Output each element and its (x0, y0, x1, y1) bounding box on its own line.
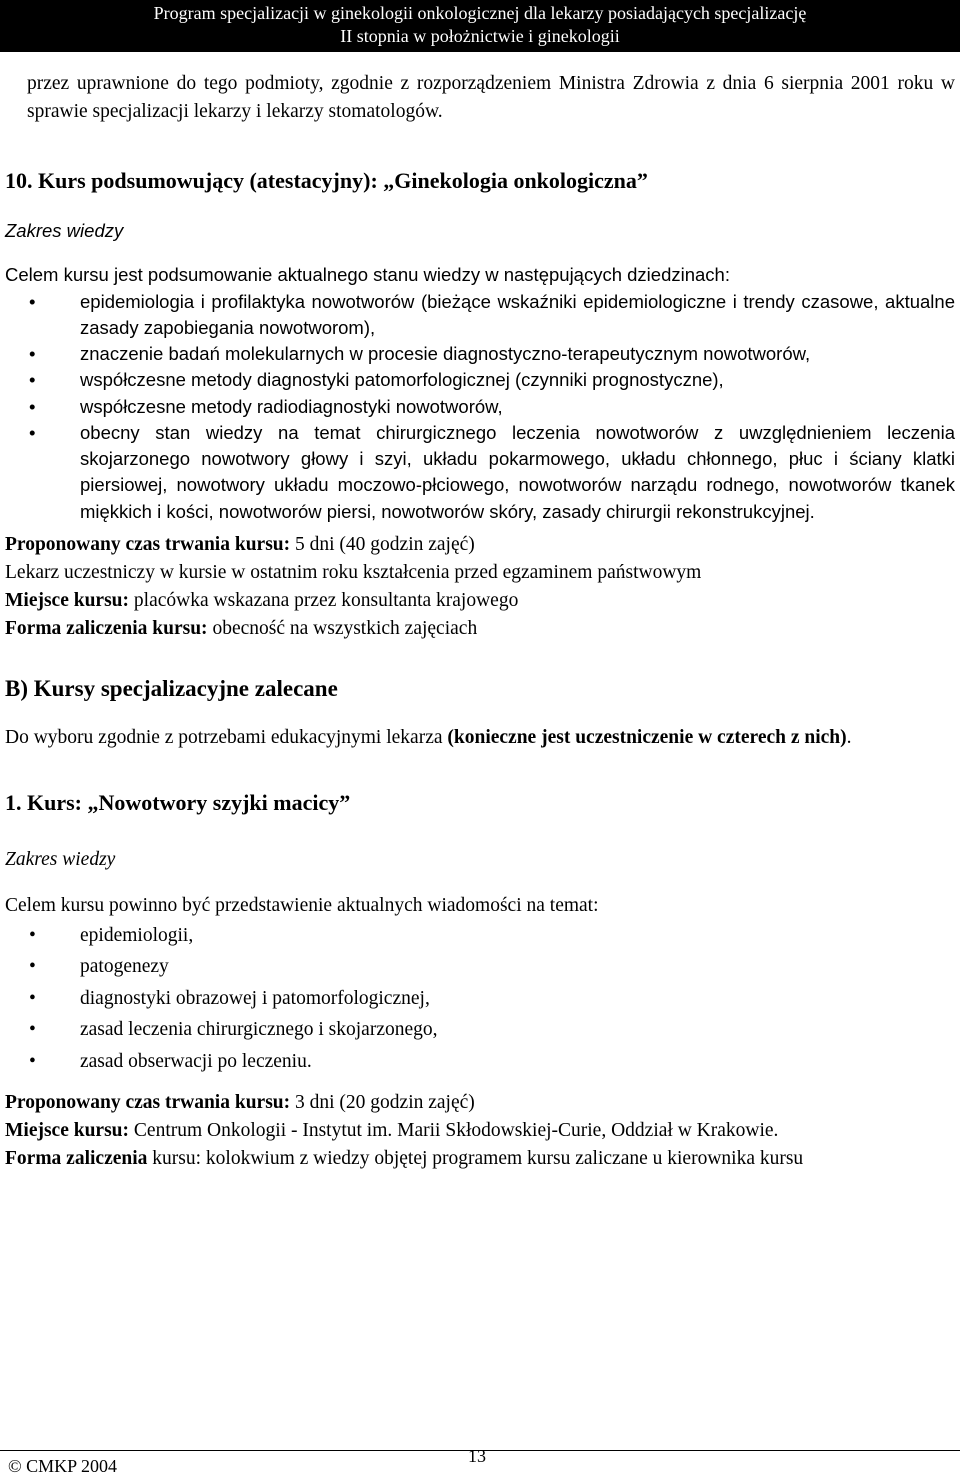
page-footer (0, 1446, 960, 1476)
list-item: • współczesne metody diagnostyki patomorfologicznej (czynniki prognostyczne), (5, 367, 955, 393)
page-content (5, 70, 955, 1173)
list-item: • zasad leczenia chirurgicznego i skojarzonego, (5, 1014, 955, 1046)
bullet-icon: • (29, 369, 36, 391)
place-line: Miejsce kursu: Centrum Onkologii - Instytut im. Marii Skłodowskiej-Curie, Oddział w Krakowie. (5, 1120, 779, 1142)
list-item: • zasad obserwacji po leczeniu. (5, 1046, 955, 1078)
bullet-icon: • (29, 1050, 36, 1072)
form-line: Forma zaliczenia kursu: obecność na wszystkich zajęciach (5, 617, 478, 639)
section-b-choice-text: Do wyboru zgodnie z potrzebami edukacyjnymi lekarza (konieczne jest uczestniczenie w czterech z nich). (5, 726, 852, 748)
section-b-title: B) Kursy specjalizacyjne zalecane (5, 675, 338, 701)
bullet-icon: • (29, 290, 36, 312)
page-header (0, 0, 960, 52)
list-item: • epidemiologii, (5, 920, 955, 952)
copyright-text: © CMKP 2004 (8, 1456, 118, 1476)
section-10-intro: Celem kursu jest podsumowanie aktualnego stanu wiedzy w następujących dziedzinach: (5, 264, 730, 286)
duration-line: Proponowany czas trwania kursu: 5 dni (40 godzin zajęć) (5, 533, 475, 555)
course-1-info (5, 1089, 955, 1173)
course-1-title: 1. Kurs: „Nowotwory szyjki macicy” (5, 790, 351, 816)
section-10-zakres-heading: Zakres wiedzy (5, 219, 124, 241)
bullet-icon: • (29, 343, 36, 365)
course-1-intro: Celem kursu powinno być przedstawienie aktualnych wiadomości na temat: (5, 895, 599, 917)
duration-line: Proponowany czas trwania kursu: 3 dni (20 godzin zajęć) (5, 1092, 475, 1114)
list-item: • znaczenie badań molekularnych w procesie diagnostyczno-terapeutycznym nowotworów, (5, 341, 955, 367)
participant-line: Lekarz uczestniczy w kursie w ostatnim roku kształcenia przed egzaminem państwowym (5, 561, 702, 583)
section-10-title: 10. Kurs podsumowujący (atestacyjny): „Ginekologia onkologiczna” (5, 168, 648, 194)
section-10-topic-list (5, 289, 955, 525)
bullet-icon: • (29, 956, 36, 978)
list-item: • współczesne metody radiodiagnostyki nowotworów, (5, 394, 955, 420)
list-item: • patogenezy (5, 951, 955, 983)
bullet-icon: • (29, 1019, 36, 1041)
bullet-icon: • (29, 924, 36, 946)
bullet-icon: • (29, 395, 36, 417)
header-line-1: Program specjalizacji w ginekologii onkologicznej dla lekarzy posiadających specjalizację (153, 3, 807, 23)
list-item: • obecny stan wiedzy na temat chirurgicznego leczenia nowotworów z uwzględnieniem leczenia skojarzonego nowotwory głowy i szyi, układu pokarmowego, układu chłonnego, płuc i ściany klatki piersiowej, nowotwory układu moczowo-płciowego, nowotworów narządu rodnego, nowotworów tkanek miękkich i kości, nowotworów piersi, nowotworów skóry, zasady chirurgii rekonstrukcyjnej. (29, 421, 955, 522)
list-item: • diagnostyki obrazowej i patomorfologicznej, (5, 983, 955, 1015)
continuation-paragraph: przez uprawnione do tego podmioty, zgodnie z rozporządzeniem Ministra Zdrowia z dnia 6 sierpnia 2001 roku w sprawie specjalizacji lekarzy i lekarzy stomatologów. (27, 73, 955, 122)
form-line: Forma zaliczenia kursu: kolokwium z wiedzy objętej programem kursu zaliczane u kierownika kursu (5, 1148, 804, 1170)
bullet-icon: • (29, 421, 36, 443)
place-line: Miejsce kursu: placówka wskazana przez konsultanta krajowego (5, 589, 519, 611)
section-10-course-info (5, 531, 955, 643)
course-1-topic-list (5, 920, 955, 1078)
header-line-2: II stopnia w położnictwie i ginekologii (340, 26, 620, 46)
page-number: 13 (468, 1446, 486, 1466)
list-item: • epidemiologia i profilaktyka nowotworów (bieżące wskaźniki epidemiologiczne i trendy czasowe, aktualne zasady zapobiegania nowotworom), (29, 290, 955, 338)
course-1-zakres-heading: Zakres wiedzy (5, 849, 116, 871)
bullet-icon: • (29, 987, 36, 1009)
